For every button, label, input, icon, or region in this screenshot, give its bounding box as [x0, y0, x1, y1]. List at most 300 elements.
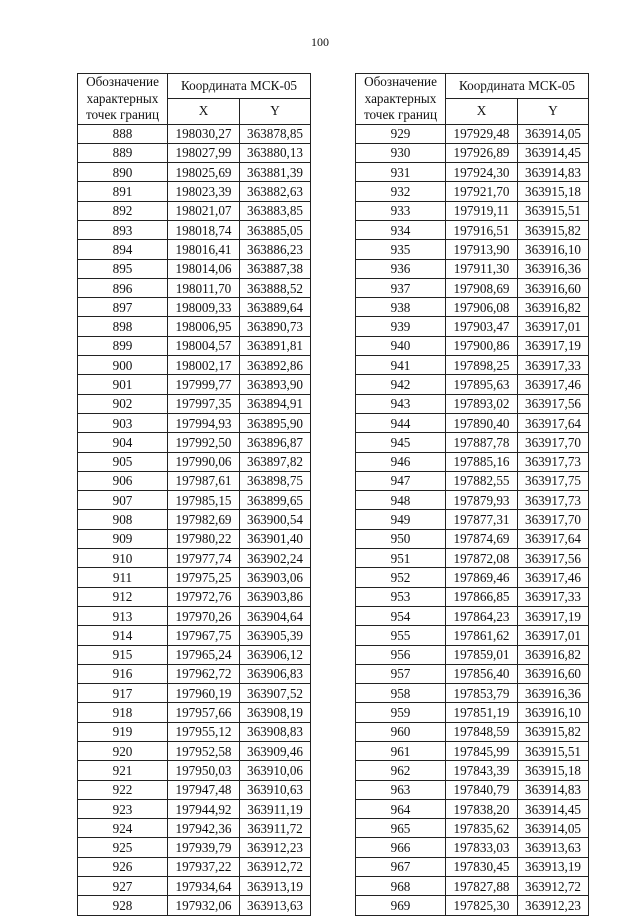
y-coordinate-cell: 363914,05: [518, 819, 589, 838]
point-number-cell: 954: [356, 606, 446, 625]
x-coordinate-cell: 197885,16: [446, 452, 518, 471]
y-coordinate-cell: 363917,01: [518, 317, 589, 336]
point-number-cell: 933: [356, 201, 446, 220]
x-coordinate-cell: 197864,23: [446, 606, 518, 625]
y-coordinate-cell: 363912,72: [240, 857, 311, 876]
point-number-cell: 944: [356, 413, 446, 432]
y-coordinate-cell: 363917,46: [518, 568, 589, 587]
point-number-cell: 900: [78, 356, 168, 375]
table-row: [78, 336, 311, 355]
point-number-cell: 967: [356, 857, 446, 876]
x-coordinate-cell: 198006,95: [168, 317, 240, 336]
point-number-cell: 906: [78, 471, 168, 490]
y-coordinate-cell: 363901,40: [240, 529, 311, 548]
point-number-cell: 942: [356, 375, 446, 394]
table-row: [78, 163, 311, 182]
x-coordinate-cell: 197903,47: [446, 317, 518, 336]
y-coordinate-cell: 363899,65: [240, 491, 311, 510]
point-number-cell: 968: [356, 877, 446, 896]
point-number-cell: 963: [356, 780, 446, 799]
x-coordinate-cell: 197843,39: [446, 761, 518, 780]
x-coordinate-cell: 197952,58: [168, 742, 240, 761]
y-coordinate-cell: 363902,24: [240, 549, 311, 568]
x-coordinate-cell: 197939,79: [168, 838, 240, 857]
y-coordinate-cell: 363917,56: [518, 549, 589, 568]
y-coordinate-cell: 363882,63: [240, 182, 311, 201]
table-row: [356, 877, 589, 896]
table-row: [356, 124, 589, 143]
y-coordinate-cell: 363914,45: [518, 799, 589, 818]
header-point-label: Обозначение характерных точек границ: [78, 74, 168, 125]
table-row: [78, 568, 311, 587]
x-coordinate-cell: 198030,27: [168, 124, 240, 143]
table-row: [78, 761, 311, 780]
x-coordinate-cell: 197913,90: [446, 240, 518, 259]
y-coordinate-cell: 363881,39: [240, 163, 311, 182]
y-coordinate-cell: 363917,01: [518, 626, 589, 645]
x-coordinate-cell: 197890,40: [446, 413, 518, 432]
y-coordinate-cell: 363886,23: [240, 240, 311, 259]
x-coordinate-cell: 197999,77: [168, 375, 240, 394]
x-coordinate-cell: 198002,17: [168, 356, 240, 375]
y-coordinate-cell: 363912,23: [240, 838, 311, 857]
table-row: [356, 799, 589, 818]
table-row: [356, 452, 589, 471]
point-number-cell: 890: [78, 163, 168, 182]
point-number-cell: 945: [356, 433, 446, 452]
x-coordinate-cell: 197827,88: [446, 877, 518, 896]
x-coordinate-cell: 197898,25: [446, 356, 518, 375]
x-coordinate-cell: 197825,30: [446, 896, 518, 915]
x-coordinate-cell: 197830,45: [446, 857, 518, 876]
table-row: [78, 819, 311, 838]
y-coordinate-cell: 363914,05: [518, 124, 589, 143]
point-number-cell: 888: [78, 124, 168, 143]
x-coordinate-cell: 197997,35: [168, 394, 240, 413]
y-coordinate-cell: 363917,70: [518, 433, 589, 452]
point-number-cell: 956: [356, 645, 446, 664]
point-number-cell: 889: [78, 143, 168, 162]
y-coordinate-cell: 363904,64: [240, 606, 311, 625]
table-row: [356, 182, 589, 201]
point-number-cell: 955: [356, 626, 446, 645]
table-row: [78, 703, 311, 722]
y-coordinate-cell: 363896,87: [240, 433, 311, 452]
x-coordinate-cell: 197835,62: [446, 819, 518, 838]
point-number-cell: 938: [356, 298, 446, 317]
y-coordinate-cell: 363914,83: [518, 163, 589, 182]
x-coordinate-cell: 197992,50: [168, 433, 240, 452]
x-coordinate-cell: 197833,03: [446, 838, 518, 857]
table-row: [356, 491, 589, 510]
table-row: [78, 317, 311, 336]
y-coordinate-cell: 363910,63: [240, 780, 311, 799]
x-coordinate-cell: 197990,06: [168, 452, 240, 471]
y-coordinate-cell: 363914,83: [518, 780, 589, 799]
table-row: [356, 433, 589, 452]
table-row: [78, 220, 311, 239]
point-number-cell: 951: [356, 549, 446, 568]
y-coordinate-cell: 363913,63: [518, 838, 589, 857]
table-row: [78, 375, 311, 394]
table-body-right: [356, 124, 589, 915]
point-number-cell: 929: [356, 124, 446, 143]
x-coordinate-cell: 197861,62: [446, 626, 518, 645]
point-number-cell: 958: [356, 684, 446, 703]
table-row: [356, 510, 589, 529]
point-number-cell: 941: [356, 356, 446, 375]
table-row: [356, 703, 589, 722]
point-number-cell: 922: [78, 780, 168, 799]
x-coordinate-cell: 197926,89: [446, 143, 518, 162]
y-coordinate-cell: 363912,23: [518, 896, 589, 915]
point-number-cell: 904: [78, 433, 168, 452]
x-coordinate-cell: 197840,79: [446, 780, 518, 799]
x-coordinate-cell: 197853,79: [446, 684, 518, 703]
y-coordinate-cell: 363917,19: [518, 336, 589, 355]
point-number-cell: 897: [78, 298, 168, 317]
x-coordinate-cell: 198004,57: [168, 336, 240, 355]
x-coordinate-cell: 197967,75: [168, 626, 240, 645]
y-coordinate-cell: 363916,10: [518, 240, 589, 259]
point-number-cell: 946: [356, 452, 446, 471]
y-coordinate-cell: 363916,60: [518, 664, 589, 683]
table-row: [78, 491, 311, 510]
y-coordinate-cell: 363906,83: [240, 664, 311, 683]
point-number-cell: 913: [78, 606, 168, 625]
x-coordinate-cell: 197994,93: [168, 413, 240, 432]
table-row: [78, 645, 311, 664]
y-coordinate-cell: 363907,52: [240, 684, 311, 703]
y-coordinate-cell: 363911,19: [240, 799, 311, 818]
header-point-label: Обозначение характерных точек границ: [356, 74, 446, 125]
table-row: [356, 278, 589, 297]
point-number-cell: 910: [78, 549, 168, 568]
y-coordinate-cell: 363917,70: [518, 510, 589, 529]
table-row: [78, 587, 311, 606]
point-number-cell: 909: [78, 529, 168, 548]
x-coordinate-cell: 197895,63: [446, 375, 518, 394]
point-number-cell: 898: [78, 317, 168, 336]
point-number-cell: 917: [78, 684, 168, 703]
y-coordinate-cell: 363890,73: [240, 317, 311, 336]
point-number-cell: 948: [356, 491, 446, 510]
x-coordinate-cell: 197985,15: [168, 491, 240, 510]
y-coordinate-cell: 363917,46: [518, 375, 589, 394]
point-number-cell: 912: [78, 587, 168, 606]
x-coordinate-cell: 198016,41: [168, 240, 240, 259]
x-coordinate-cell: 197921,70: [446, 182, 518, 201]
y-coordinate-cell: 363915,18: [518, 761, 589, 780]
x-coordinate-cell: 197934,64: [168, 877, 240, 896]
table-row: [78, 742, 311, 761]
point-number-cell: 908: [78, 510, 168, 529]
x-coordinate-cell: 198023,39: [168, 182, 240, 201]
x-coordinate-cell: 197906,08: [446, 298, 518, 317]
y-coordinate-cell: 363898,75: [240, 471, 311, 490]
table-row: [78, 529, 311, 548]
x-coordinate-cell: 197960,19: [168, 684, 240, 703]
table-row: [356, 587, 589, 606]
x-coordinate-cell: 197965,24: [168, 645, 240, 664]
table-row: [78, 857, 311, 876]
y-coordinate-cell: 363903,86: [240, 587, 311, 606]
point-number-cell: 893: [78, 220, 168, 239]
point-number-cell: 936: [356, 259, 446, 278]
point-number-cell: 894: [78, 240, 168, 259]
x-coordinate-cell: 197882,55: [446, 471, 518, 490]
table-row: [78, 664, 311, 683]
point-number-cell: 947: [356, 471, 446, 490]
y-coordinate-cell: 363913,63: [240, 896, 311, 915]
table-row: [356, 568, 589, 587]
table-row: [78, 510, 311, 529]
point-number-cell: 924: [78, 819, 168, 838]
y-coordinate-cell: 363900,54: [240, 510, 311, 529]
point-number-cell: 965: [356, 819, 446, 838]
table-row: [78, 124, 311, 143]
y-coordinate-cell: 363883,85: [240, 201, 311, 220]
x-coordinate-cell: 197962,72: [168, 664, 240, 683]
y-coordinate-cell: 363915,82: [518, 722, 589, 741]
point-number-cell: 959: [356, 703, 446, 722]
x-coordinate-cell: 197977,74: [168, 549, 240, 568]
point-number-cell: 931: [356, 163, 446, 182]
point-number-cell: 932: [356, 182, 446, 201]
table-row: [78, 471, 311, 490]
point-number-cell: 916: [78, 664, 168, 683]
y-coordinate-cell: 363910,06: [240, 761, 311, 780]
x-coordinate-cell: 198011,70: [168, 278, 240, 297]
x-coordinate-cell: 197929,48: [446, 124, 518, 143]
point-number-cell: 934: [356, 220, 446, 239]
table-row: [78, 356, 311, 375]
x-coordinate-cell: 197924,30: [446, 163, 518, 182]
x-coordinate-cell: 197872,08: [446, 549, 518, 568]
table-row: [356, 819, 589, 838]
y-coordinate-cell: 363891,81: [240, 336, 311, 355]
y-coordinate-cell: 363917,64: [518, 413, 589, 432]
point-number-cell: 901: [78, 375, 168, 394]
table-row: [78, 780, 311, 799]
x-coordinate-cell: 197955,12: [168, 722, 240, 741]
y-coordinate-cell: 363917,33: [518, 356, 589, 375]
table-row: [78, 452, 311, 471]
point-number-cell: 919: [78, 722, 168, 741]
table-row: [356, 529, 589, 548]
table-row: [356, 356, 589, 375]
table-row: [356, 742, 589, 761]
table-row: [78, 298, 311, 317]
table-row: [356, 664, 589, 683]
y-coordinate-cell: 363916,36: [518, 259, 589, 278]
y-coordinate-cell: 363915,51: [518, 742, 589, 761]
table-row: [356, 201, 589, 220]
table-row: [356, 645, 589, 664]
table-row: [78, 877, 311, 896]
table-row: [356, 317, 589, 336]
y-coordinate-cell: 363917,64: [518, 529, 589, 548]
table-row: [78, 606, 311, 625]
x-coordinate-cell: 197887,78: [446, 433, 518, 452]
table-row: [78, 549, 311, 568]
point-number-cell: 935: [356, 240, 446, 259]
table-row: [78, 259, 311, 278]
y-coordinate-cell: 363906,12: [240, 645, 311, 664]
y-coordinate-cell: 363916,82: [518, 298, 589, 317]
x-coordinate-cell: 197987,61: [168, 471, 240, 490]
table-row: [356, 259, 589, 278]
point-number-cell: 905: [78, 452, 168, 471]
table-row: [356, 684, 589, 703]
x-coordinate-cell: 197874,69: [446, 529, 518, 548]
point-number-cell: 969: [356, 896, 446, 915]
y-coordinate-cell: 363916,10: [518, 703, 589, 722]
x-coordinate-cell: 197975,25: [168, 568, 240, 587]
point-number-cell: 902: [78, 394, 168, 413]
point-number-cell: 907: [78, 491, 168, 510]
header-x-label: X: [446, 99, 518, 124]
x-coordinate-cell: 198025,69: [168, 163, 240, 182]
y-coordinate-cell: 363915,82: [518, 220, 589, 239]
table-row: [356, 606, 589, 625]
table-row: [78, 182, 311, 201]
point-number-cell: 892: [78, 201, 168, 220]
table-row: [356, 471, 589, 490]
header-coordinate-label: Координата МСК-05: [168, 74, 311, 99]
point-number-cell: 939: [356, 317, 446, 336]
x-coordinate-cell: 197877,31: [446, 510, 518, 529]
point-number-cell: 920: [78, 742, 168, 761]
y-coordinate-cell: 363889,64: [240, 298, 311, 317]
table-row: [78, 240, 311, 259]
x-coordinate-cell: 197856,40: [446, 664, 518, 683]
table-row: [356, 394, 589, 413]
x-coordinate-cell: 197869,46: [446, 568, 518, 587]
y-coordinate-cell: 363917,56: [518, 394, 589, 413]
x-coordinate-cell: 197919,11: [446, 201, 518, 220]
point-number-cell: 921: [78, 761, 168, 780]
x-coordinate-cell: 197879,93: [446, 491, 518, 510]
x-coordinate-cell: 197957,66: [168, 703, 240, 722]
y-coordinate-cell: 363897,82: [240, 452, 311, 471]
point-number-cell: 927: [78, 877, 168, 896]
table-row: [78, 433, 311, 452]
y-coordinate-cell: 363911,72: [240, 819, 311, 838]
y-coordinate-cell: 363888,52: [240, 278, 311, 297]
page-number: 100: [311, 35, 329, 49]
y-coordinate-cell: 363916,60: [518, 278, 589, 297]
header-y-label: Y: [240, 99, 311, 124]
x-coordinate-cell: 198018,74: [168, 220, 240, 239]
x-coordinate-cell: 197845,99: [446, 742, 518, 761]
y-coordinate-cell: 363908,19: [240, 703, 311, 722]
y-coordinate-cell: 363915,18: [518, 182, 589, 201]
x-coordinate-cell: 197932,06: [168, 896, 240, 915]
point-number-cell: 940: [356, 336, 446, 355]
header-coordinate-label: Координата МСК-05: [446, 74, 589, 99]
point-number-cell: 896: [78, 278, 168, 297]
point-number-cell: 895: [78, 259, 168, 278]
y-coordinate-cell: 363917,19: [518, 606, 589, 625]
point-number-cell: 923: [78, 799, 168, 818]
table-row: [356, 761, 589, 780]
point-number-cell: 903: [78, 413, 168, 432]
table-row: [356, 375, 589, 394]
header-y-label: Y: [518, 99, 589, 124]
table-row: [356, 240, 589, 259]
point-number-cell: 950: [356, 529, 446, 548]
table-body-left: [78, 124, 311, 915]
table-row: [356, 143, 589, 162]
x-coordinate-cell: 197980,22: [168, 529, 240, 548]
x-coordinate-cell: 197947,48: [168, 780, 240, 799]
y-coordinate-cell: 363915,51: [518, 201, 589, 220]
table-row: [78, 799, 311, 818]
x-coordinate-cell: 198021,07: [168, 201, 240, 220]
point-number-cell: 960: [356, 722, 446, 741]
point-number-cell: 928: [78, 896, 168, 915]
point-number-cell: 962: [356, 761, 446, 780]
table-row: [356, 857, 589, 876]
table-row: [78, 413, 311, 432]
point-number-cell: 966: [356, 838, 446, 857]
y-coordinate-cell: 363917,33: [518, 587, 589, 606]
point-number-cell: 964: [356, 799, 446, 818]
y-coordinate-cell: 363903,06: [240, 568, 311, 587]
table-row: [356, 780, 589, 799]
x-coordinate-cell: 198009,33: [168, 298, 240, 317]
point-number-cell: 925: [78, 838, 168, 857]
point-number-cell: 911: [78, 568, 168, 587]
x-coordinate-cell: 197937,22: [168, 857, 240, 876]
point-number-cell: 891: [78, 182, 168, 201]
table-row: [78, 278, 311, 297]
table-row: [356, 413, 589, 432]
x-coordinate-cell: 198027,99: [168, 143, 240, 162]
y-coordinate-cell: 363913,19: [240, 877, 311, 896]
y-coordinate-cell: 363895,90: [240, 413, 311, 432]
table-row: [78, 201, 311, 220]
y-coordinate-cell: 363878,85: [240, 124, 311, 143]
point-number-cell: 943: [356, 394, 446, 413]
table-row: [78, 684, 311, 703]
y-coordinate-cell: 363894,91: [240, 394, 311, 413]
x-coordinate-cell: 197942,36: [168, 819, 240, 838]
point-number-cell: 949: [356, 510, 446, 529]
y-coordinate-cell: 363913,19: [518, 857, 589, 876]
y-coordinate-cell: 363917,73: [518, 452, 589, 471]
y-coordinate-cell: 363917,75: [518, 471, 589, 490]
x-coordinate-cell: 197838,20: [446, 799, 518, 818]
point-number-cell: 937: [356, 278, 446, 297]
header-x-label: X: [168, 99, 240, 124]
coordinates-table-right: [355, 73, 589, 916]
table-row: [356, 896, 589, 915]
table-row: [78, 722, 311, 741]
y-coordinate-cell: 363880,13: [240, 143, 311, 162]
x-coordinate-cell: 197950,03: [168, 761, 240, 780]
y-coordinate-cell: 363887,38: [240, 259, 311, 278]
y-coordinate-cell: 363917,73: [518, 491, 589, 510]
point-number-cell: 953: [356, 587, 446, 606]
table-row: [78, 143, 311, 162]
x-coordinate-cell: 197944,92: [168, 799, 240, 818]
table-row: [356, 298, 589, 317]
point-number-cell: 918: [78, 703, 168, 722]
y-coordinate-cell: 363905,39: [240, 626, 311, 645]
table-row: [356, 220, 589, 239]
